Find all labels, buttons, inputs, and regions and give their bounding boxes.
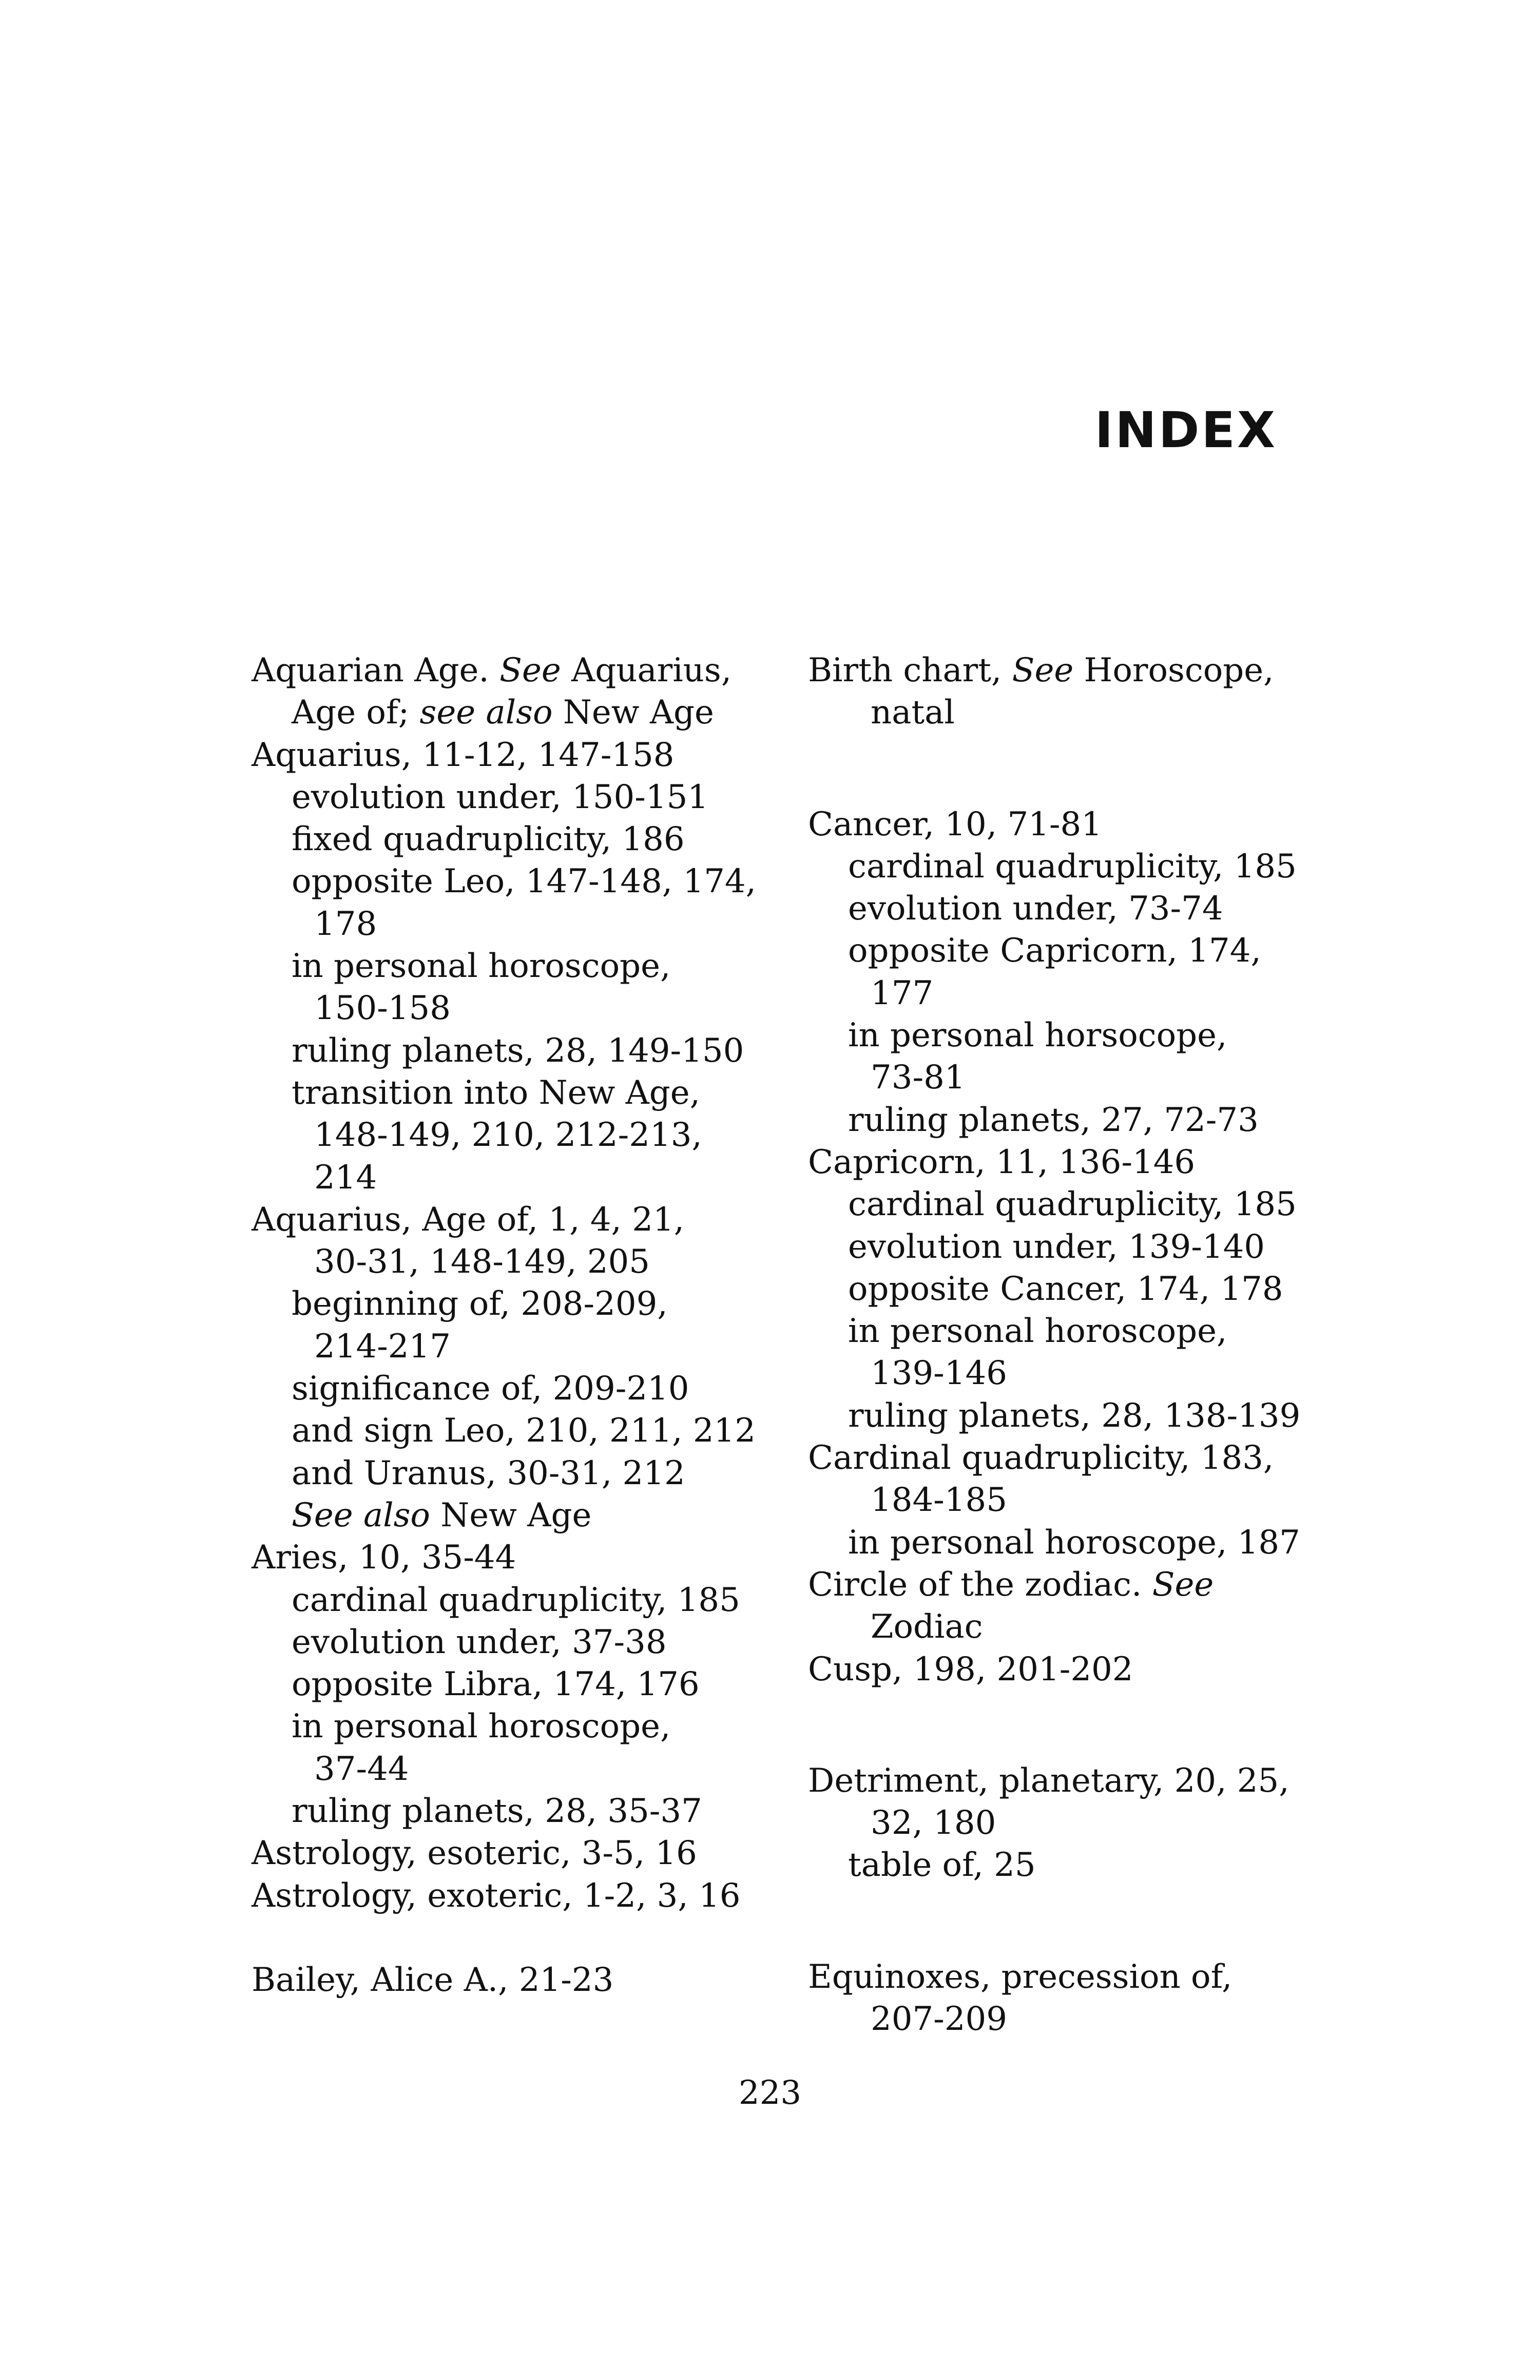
index-subentry-continuation: 148-149, 210, 212-213, <box>314 1116 702 1155</box>
index-subentry: transition into New Age, <box>292 1073 700 1112</box>
index-subentry-continuation: 178 <box>314 905 377 943</box>
index-entry-continuation: 184-185 <box>871 1481 1007 1520</box>
index-entry: Circle of the zodiac. See <box>808 1565 1214 1604</box>
index-subentry: cardinal quadruplicity, 185 <box>848 1185 1297 1224</box>
index-entry: Aquarius, Age of, 1, 4, 21, <box>252 1200 684 1239</box>
index-entry-continuation: 30-31, 148-149, 205 <box>314 1243 650 1281</box>
index-entry: Aries, 10, 35-44 <box>252 1539 516 1577</box>
index-entry-continuation: 207-209 <box>871 2000 1007 2039</box>
index-subentry-continuation: 177 <box>871 974 934 1012</box>
index-subentry-continuation: 73-81 <box>871 1059 966 1097</box>
index-subentry-continuation: 214 <box>314 1158 377 1197</box>
index-subentry: ruling planets, 28, 138-139 <box>848 1396 1301 1435</box>
index-subentry: in personal horoscope, <box>848 1312 1227 1351</box>
index-subentry: in personal horsocope, <box>848 1016 1227 1055</box>
index-subentry: and sign Leo, 210, 211, 212 <box>292 1412 756 1450</box>
index-subentry: beginning of, 208-209, <box>292 1285 668 1323</box>
index-entry: Cusp, 198, 201-202 <box>808 1650 1133 1688</box>
index-entry: Birth chart, See Horoscope, <box>808 651 1274 689</box>
index-subentry: and Uranus, 30-31, 212 <box>292 1454 685 1492</box>
index-subentry: ruling planets, 27, 72-73 <box>848 1101 1259 1139</box>
index-entry-continuation: Zodiac <box>871 1608 983 1646</box>
index-subentry: opposite Cancer, 174, 178 <box>848 1270 1283 1308</box>
index-entry: Astrology, exoteric, 1-2, 3, 16 <box>252 1876 741 1915</box>
index-subentry: opposite Libra, 174, 176 <box>292 1665 700 1704</box>
index-entry: Bailey, Alice A., 21-23 <box>252 1961 614 2000</box>
index-entry: Cancer, 10, 71-81 <box>808 805 1102 843</box>
index-subentry-continuation: 139-146 <box>871 1354 1007 1393</box>
index-entry: Aquarius, 11-12, 147-158 <box>252 736 675 774</box>
index-subentry: cardinal quadruplicity, 185 <box>848 847 1297 886</box>
index-entry-continuation: 32, 180 <box>871 1804 996 1842</box>
index-entry: Capricorn, 11, 136-146 <box>808 1143 1196 1181</box>
index-subentry: opposite Leo, 147-148, 174, <box>292 862 756 901</box>
index-subentry: in personal horoscope, <box>292 947 671 986</box>
index-subentry-continuation: 37-44 <box>314 1750 409 1788</box>
right-column <box>808 649 1326 2040</box>
left-column <box>252 649 775 2002</box>
index-subentry: evolution under, 139-140 <box>848 1227 1265 1266</box>
index-subentry: in personal horoscope, 187 <box>848 1523 1300 1562</box>
index-subentry-continuation: 214-217 <box>314 1327 451 1366</box>
section-gap <box>808 1691 1326 1760</box>
section-gap <box>252 1917 775 1959</box>
index-subentry: significance of, 209-210 <box>292 1370 689 1408</box>
index-entry-continuation: natal <box>871 694 955 732</box>
index-subentry: evolution under, 150-151 <box>292 778 708 816</box>
page-number: 223 <box>738 2074 802 2112</box>
index-entry: Detriment, planetary, 20, 25, <box>808 1761 1289 1800</box>
index-subentry: evolution under, 37-38 <box>292 1623 667 1661</box>
index-entry: Equinoxes, precession of, <box>808 1957 1233 1996</box>
index-subentry: in personal horoscope, <box>292 1707 671 1746</box>
index-subentry: fixed quadruplicity, 186 <box>292 820 685 859</box>
index-entry: Cardinal quadruplicity, 183, <box>808 1439 1274 1477</box>
index-subentry: opposite Capricorn, 174, <box>848 932 1261 970</box>
index-entry-continuation: Age of; see also New Age <box>292 694 714 732</box>
page-title: INDEX <box>1094 401 1277 459</box>
index-subentry: evolution under, 73-74 <box>848 890 1223 928</box>
index-entry: Aquarian Age. See Aquarius, <box>252 651 732 689</box>
index-subentry: See also New Age <box>292 1496 592 1534</box>
index-subentry: cardinal quadruplicity, 185 <box>292 1581 740 1619</box>
index-entry: Astrology, esoteric, 3-5, 16 <box>252 1834 697 1873</box>
index-subentry: ruling planets, 28, 149-150 <box>292 1031 744 1070</box>
index-subentry: ruling planets, 28, 35-37 <box>292 1792 702 1831</box>
index-subentry: table of, 25 <box>848 1846 1036 1885</box>
section-gap <box>808 734 1326 803</box>
index-subentry-continuation: 150-158 <box>314 989 451 1028</box>
section-gap <box>808 1887 1326 1956</box>
